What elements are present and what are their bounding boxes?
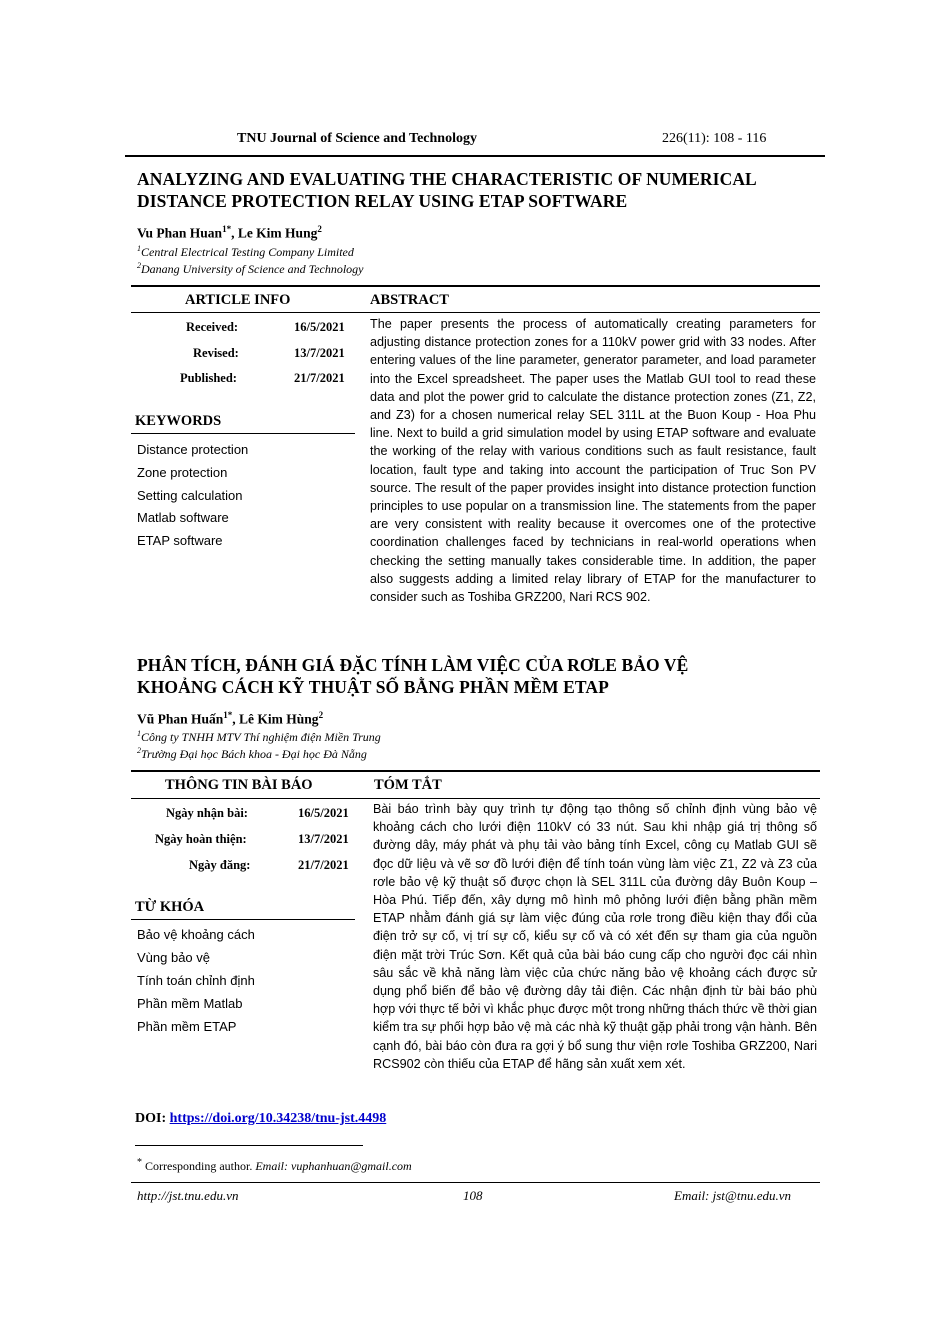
title-en-line1: ANALYZING AND EVALUATING THE CHARACTERISTIC OF NUMERICAL — [137, 169, 757, 189]
received-date-vi: 16/5/2021 — [298, 806, 349, 820]
article-info-heading: ARTICLE INFO — [185, 292, 291, 308]
footnote-text: Corresponding author. — [142, 1159, 256, 1173]
abstract-text-vi: Bài báo trình bày quy trình tự động tạo thông số chỉnh định vùng bảo vệ khoảng cách cho lưới điện 110kV có 33 nút. Sau khi nhập giá trị thông số đường dây, máy phát và phụ tải vào bảng tính Excel, công cụ Matlab GUI sẽ đọc dữ liệu và vẽ sơ đồ lưới điện để tính toán vùng làm việc Z1, Z2 và Z3 của rơle bảo vệ kỹ thuật số được chọn là SEL 311L của đường dây Buôn Koup – Hòa Phú. Tiếp đến, xây dựng mô hình mô phỏng lưới điện bằng phần mềm ETAP nhằm đánh giá sự làm việc đúng của rơle trong điều kiện thay đổi của điện trở sự cố, vị trí sự cố, kiểu sự cố và có xét đến sự tham gia của nguồn điện mặt trời Trúc Sơn. Kết quả của bài báo cung cấp cho người đọc cái nhìn sâu sắc về khả năng làm việc của chức năng bảo vệ khoảng cách được sử dụng phổ biến để bảo vệ đường dây tải điện. Các nhận định từ bài báo phù hợp với thực tế bởi vì khắc phục được một trong những thách thức về thời gian kiểm tra sự phối hợp bảo vệ mà các nhà kỹ thuật gặp phải trong vận hành. Bên cạnh đó, bài báo còn đưa ra gợi ý bổ sung thư viện rơle Toshiba GRZ200, Nari RCS902 còn thiếu của ETAP để hãng sản xuất xem xét. — [373, 802, 817, 1071]
footnote-mark: * — [137, 1157, 142, 1168]
aff-sup: 2 — [137, 746, 141, 755]
page-number: 108 — [463, 1188, 483, 1203]
published-date-vi: 21/7/2021 — [298, 858, 349, 872]
footer-email: Email: jst@tnu.edu.vn — [674, 1188, 792, 1203]
aff-text: Công ty TNHH MTV Thí nghiệm điện Miền Trung — [141, 730, 381, 744]
published-date: 21/7/2021 — [294, 371, 345, 385]
journal-name: TNU Journal of Science and Technology — [237, 131, 477, 146]
revised-label-vi: Ngày hoàn thiện: — [155, 832, 247, 846]
author-sep: , — [231, 225, 238, 241]
received-date: 16/5/2021 — [294, 320, 345, 334]
aff-sup: 2 — [137, 261, 141, 270]
footnote-email: Email: vuphanhuan@gmail.com — [255, 1159, 412, 1173]
affiliation-vi-2 — [137, 746, 367, 762]
footer-website: http://jst.tnu.edu.vn — [137, 1188, 239, 1203]
title-vi-line1: PHÂN TÍCH, ĐÁNH GIÁ ĐẶC TÍNH LÀM VIỆC CỦA RƠLE BẢO VỆ — [137, 655, 689, 675]
keyword-vi: Tính toán chỉnh định — [137, 973, 255, 988]
author-1-sup: 1* — [223, 710, 233, 720]
keyword-vi: Phần mềm Matlab — [137, 996, 243, 1011]
abstract-heading-vi: TÓM TẮT — [374, 777, 442, 793]
author-2: Le Kim Hung — [237, 225, 318, 241]
keyword: Distance protection — [137, 442, 249, 457]
affiliation-en-1 — [137, 244, 354, 260]
revised-label: Revised: — [193, 346, 239, 360]
footnote-rule — [135, 1145, 363, 1146]
aff-sup: 1 — [137, 244, 141, 253]
published-label: Published: — [180, 371, 237, 385]
author-1: Vu Phan Huan — [137, 225, 223, 241]
doi-label: DOI: — [135, 1111, 170, 1126]
keyword: Zone protection — [137, 465, 228, 480]
paper-title-vi — [137, 654, 688, 698]
doi-line — [135, 1111, 386, 1127]
author-2-sup: 2 — [317, 224, 322, 234]
revised-date: 13/7/2021 — [294, 346, 345, 360]
aff-text: Danang University of Science and Technology — [141, 262, 364, 276]
paper-title-en — [137, 168, 757, 212]
authors-vi — [137, 710, 323, 728]
keyword-vi: Bảo vệ khoảng cách — [137, 927, 255, 942]
revised-date-vi: 13/7/2021 — [298, 832, 349, 846]
keywords-rule-vi — [131, 919, 355, 920]
section-rule-top-vi — [131, 770, 820, 772]
authors-en — [137, 224, 322, 242]
affiliation-en-2 — [137, 261, 364, 277]
footnote — [137, 1157, 412, 1174]
header-rule — [125, 155, 825, 157]
footer-rule — [131, 1182, 820, 1183]
published-label-vi: Ngày đăng: — [189, 858, 251, 872]
author-2: Lê Kim Hùng — [239, 711, 319, 727]
section-rule-mid-en — [131, 312, 820, 313]
keywords-rule — [131, 433, 355, 434]
received-label: Received: — [186, 320, 239, 334]
received-label-vi: Ngày nhận bài: — [166, 806, 248, 820]
issue-info: 226(11): 108 - 116 — [662, 131, 767, 146]
author-2-sup: 2 — [318, 710, 324, 720]
keyword: Matlab software — [137, 510, 229, 525]
aff-text: Central Electrical Testing Company Limited — [141, 245, 354, 259]
section-rule-top-en — [131, 285, 820, 287]
abstract-heading: ABSTRACT — [370, 292, 449, 308]
section-rule-mid-vi — [131, 798, 820, 799]
title-vi-line2: KHOẢNG CÁCH KỸ THUẬT SỐ BẰNG PHẦN MỀM ETAP — [137, 677, 609, 697]
aff-text: Trường Đại học Bách khoa - Đại học Đà Nẵng — [141, 747, 367, 761]
keyword: Setting calculation — [137, 488, 243, 503]
article-info-heading-vi: THÔNG TIN BÀI BÁO — [165, 777, 313, 793]
author-sep: , — [232, 711, 240, 727]
affiliation-vi-1 — [137, 729, 381, 745]
aff-sup: 1 — [137, 729, 141, 738]
keywords-heading: KEYWORDS — [135, 413, 222, 429]
keyword-vi: Vùng bảo vệ — [137, 950, 211, 965]
author-1: Vũ Phan Huấn — [137, 711, 224, 727]
keyword: ETAP software — [137, 533, 223, 548]
doi-link[interactable]: https://doi.org/10.34238/tnu-jst.4498 — [169, 1111, 387, 1126]
keywords-heading-vi: TỪ KHÓA — [135, 899, 205, 915]
abstract-text-en: The paper presents the process of automatically creating parameters for adjusting distance protection zones for a 110kV power grid with 33 nodes. After entering values of the line parameter, generator parameter, and load parameter into the Excel spreadsheet. The paper uses the Matlab GUI tool to read these data and plot the power grid to calculate the distance protection zones (Z1, Z2, and Z3) for a chosen numerical relay SEL 311L at the Buon Koup - Hoa Phu line. Next to build a grid simulation model by using ETAP software and evaluate the working of the relay with various conditions such as fault resistance, fault location, fault type and taking into account the participation of Truc Son PV source. The result of the paper provides insight into distance protection function principles to use popular on a transmission line. The statements from the paper are very consistent with reality because it overcomes one of the protective coordination challenges faced by technicians in real-world operations when checking the setting manually takes considerable time. In addition, the paper also suggests adding a limited relay library of ETAP for the manufacturer to consider such as Toshiba GRZ200, Nari RCS 902. — [370, 317, 816, 605]
keyword-vi: Phần mềm ETAP — [137, 1019, 237, 1034]
title-en-line2: DISTANCE PROTECTION RELAY USING ETAP SOFTWARE — [137, 191, 628, 211]
author-1-sup: 1* — [222, 224, 232, 234]
